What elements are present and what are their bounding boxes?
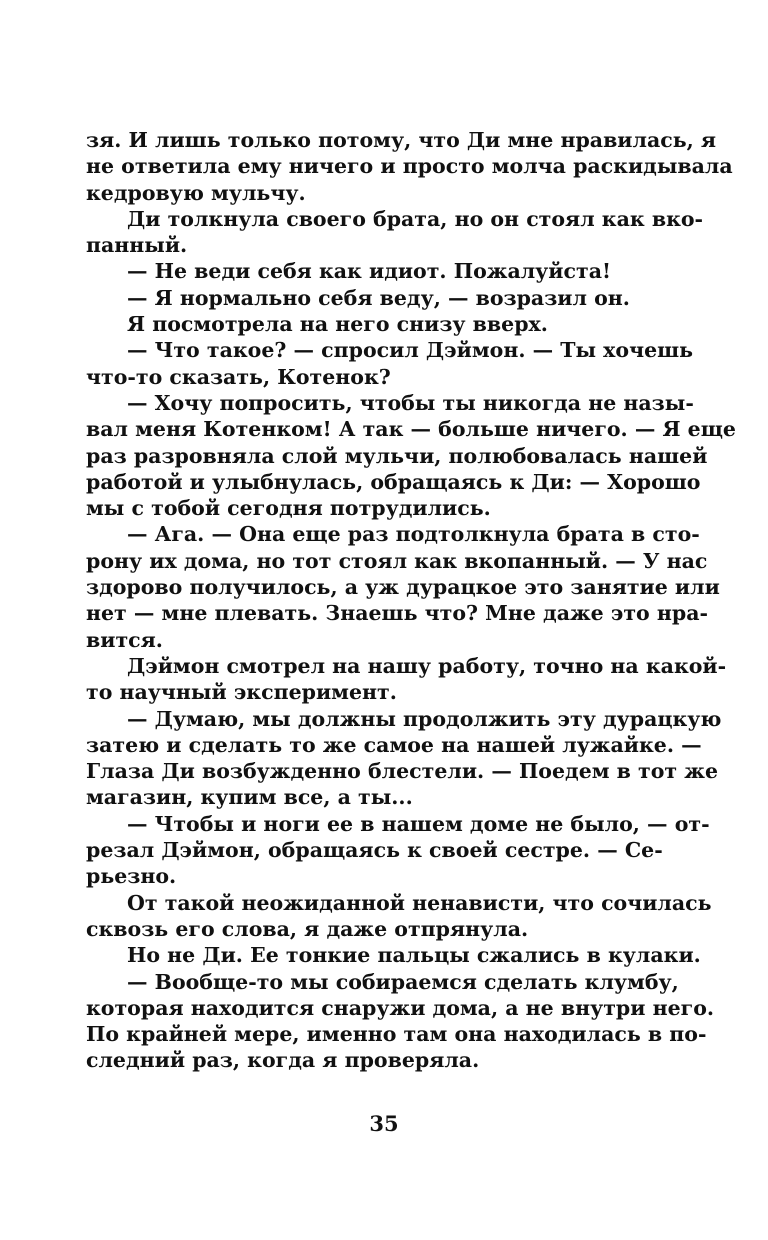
text-line: — Что такое? — спросил Дэймон. — Ты хочешь — [127, 338, 694, 363]
text-line: — Хочу попросить, чтобы ты никогда не назы- — [127, 390, 694, 415]
text-line: По крайней мере, именно там она находилась в по- — [86, 1022, 707, 1047]
text-line: раз разровняла слой мульчи, полюбовалась нашей — [86, 443, 708, 468]
text-line: работой и улыбнулась, обращаясь к Ди: — Хорошо — [86, 469, 701, 494]
text-line: не ответила ему ничего и просто молча раскидывала — [86, 154, 733, 179]
text-line: — Не веди себя как идиот. Пожалуйста! — [127, 259, 611, 284]
text-line: От такой неожиданной ненависти, что сочилась — [127, 890, 712, 915]
text-line: зя. И лишь только потому, что Ди мне нравилась, я — [86, 128, 717, 152]
text-line: Я посмотрела на него снизу вверх. — [127, 312, 548, 337]
text-line: — Я нормально себя веду, — возразил он. — [127, 285, 630, 310]
text-line: Дэймон смотрел на нашу работу, точно на какой- — [127, 653, 727, 678]
text-line: рьезно. — [86, 864, 177, 889]
text-line: следний раз, когда я проверяла. — [86, 1048, 480, 1073]
text-line: панный. — [86, 233, 188, 258]
text-line: — Ага. — Она еще раз подтолкнула брата в сто- — [127, 522, 700, 547]
text-line: магазин, купим все, а ты... — [86, 785, 413, 810]
text-line: — Думаю, мы должны продолжить эту дурацкую — [127, 706, 722, 731]
text-line: что-то сказать, Котенок? — [86, 364, 391, 389]
text-line: Глаза Ди возбужденно блестели. — Поедем в тот же — [86, 759, 719, 784]
page-number: 35 — [369, 1111, 399, 1136]
page-body-text — [86, 127, 736, 1074]
text-line: затею и сделать то же самое на нашей лужайке. — — [86, 732, 702, 757]
text-line: здорово получилось, а уж дурацкое это занятие или — [86, 575, 720, 600]
text-line: Но не Ди. Ее тонкие пальцы сжались в кулаки. — [127, 943, 701, 968]
text-line: мы с тобой сегодня потрудились. — [86, 496, 491, 521]
text-line: — Чтобы и ноги ее в нашем доме не было, — от- — [127, 811, 710, 836]
text-line: то научный эксперимент. — [86, 680, 397, 705]
text-line: рону их дома, но тот стоял как вкопанный. — У нас — [86, 548, 708, 573]
text-line: — Вообще-то мы собираемся сделать клумбу, — [127, 969, 679, 994]
text-line: кедровую мульчу. — [86, 180, 306, 205]
text-line: вится. — [86, 627, 163, 652]
text-line: Ди толкнула своего брата, но он стоял как вко- — [127, 206, 704, 231]
text-line: сквозь его слова, я даже отпрянула. — [86, 916, 529, 941]
text-line: вал меня Котенком! А так — больше ничего. — Я еще — [86, 417, 736, 442]
text-line: резал Дэймон, обращаясь к своей сестре. — Се- — [86, 838, 663, 863]
text-line: которая находится снаружи дома, а не внутри него. — [86, 995, 715, 1020]
text-line: нет — мне плевать. Знаешь что? Мне даже это нра- — [86, 601, 708, 626]
